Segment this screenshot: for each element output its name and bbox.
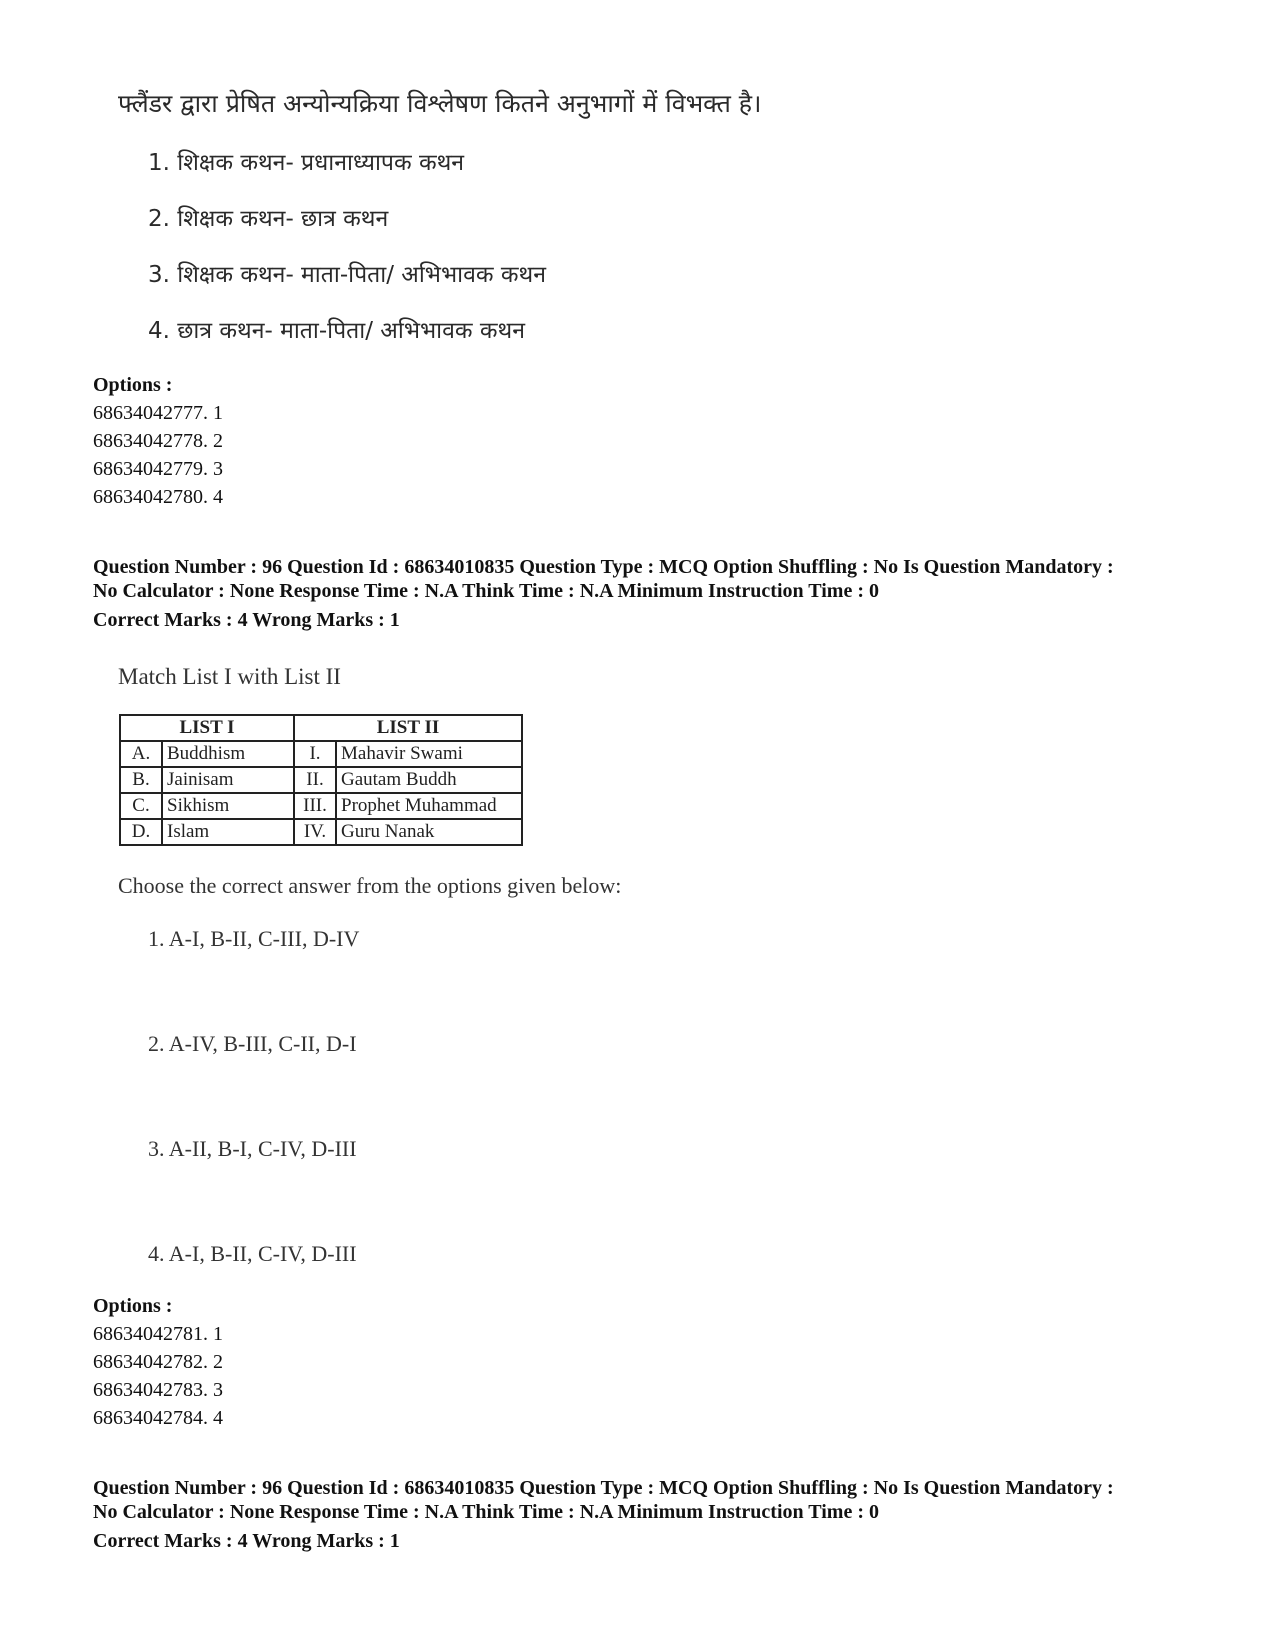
- answer-choice: 4. A-I, B-II, C-IV, D-III: [148, 1241, 357, 1266]
- table-row: [120, 819, 522, 845]
- question-text: Match List I with List II: [118, 664, 341, 689]
- match-table: [119, 714, 523, 846]
- option-item: 68634042784. 4: [93, 1407, 223, 1429]
- list-2-value: Guru Nanak: [336, 819, 522, 845]
- list-1-value: Islam: [162, 819, 294, 845]
- options-label: Options :: [93, 1295, 173, 1317]
- option-item: 68634042782. 2: [93, 1351, 223, 1373]
- list-2-key: I.: [294, 741, 336, 767]
- answer-choice: 1. A-I, B-II, C-III, D-IV: [148, 926, 360, 951]
- list-1-value: Sikhism: [162, 793, 294, 819]
- answer-choice: 2. A-IV, B-III, C-II, D-I: [148, 1031, 357, 1056]
- question-meta-line: No Calculator : None Response Time : N.A Think Time : N.A Minimum Instruction Time : 0: [93, 580, 879, 602]
- list-2-key: IV.: [294, 819, 336, 845]
- list-2-key: III.: [294, 793, 336, 819]
- list-2-value: Gautam Buddh: [336, 767, 522, 793]
- list-2-key: II.: [294, 767, 336, 793]
- statement-item: 3. शिक्षक कथन- माता-पिता/ अभिभावक कथन: [148, 262, 546, 288]
- option-item: 68634042781. 1: [93, 1323, 223, 1345]
- question-meta-line: Question Number : 96 Question Id : 68634010835 Question Type : MCQ Option Shuffling : No Is Question Mandatory :: [93, 556, 1114, 578]
- list-2-value: Prophet Muhammad: [336, 793, 522, 819]
- question-meta-line: No Calculator : None Response Time : N.A Think Time : N.A Minimum Instruction Time : 0: [93, 1501, 879, 1523]
- instruction-text: Choose the correct answer from the options given below:: [118, 873, 622, 898]
- table-row: [120, 741, 522, 767]
- statement-item: 2. शिक्षक कथन- छात्र कथन: [148, 206, 389, 232]
- marks-info: Correct Marks : 4 Wrong Marks : 1: [93, 1530, 400, 1552]
- statement-item: 1. शिक्षक कथन- प्रधानाध्यापक कथन: [148, 150, 465, 176]
- question-meta-line: Question Number : 96 Question Id : 68634010835 Question Type : MCQ Option Shuffling : No Is Question Mandatory :: [93, 1477, 1114, 1499]
- list-2-header: LIST II: [294, 715, 522, 741]
- list-1-key: B.: [120, 767, 162, 793]
- list-1-key: A.: [120, 741, 162, 767]
- list-1-value: Jainisam: [162, 767, 294, 793]
- list-1-key: C.: [120, 793, 162, 819]
- list-2-value: Mahavir Swami: [336, 741, 522, 767]
- table-row: [120, 767, 522, 793]
- table-header-row: [120, 715, 522, 741]
- marks-info: Correct Marks : 4 Wrong Marks : 1: [93, 609, 400, 631]
- statement-item: 4. छात्र कथन- माता-पिता/ अभिभावक कथन: [148, 318, 526, 344]
- option-item: 68634042779. 3: [93, 458, 223, 480]
- option-item: 68634042778. 2: [93, 430, 223, 452]
- options-label: Options :: [93, 374, 173, 396]
- option-item: 68634042780. 4: [93, 486, 223, 508]
- table-row: [120, 793, 522, 819]
- question-text: फ्लैंडर द्वारा प्रेषित अन्योन्यक्रिया विश्लेषण कितने अनुभागों में विभक्त है।: [118, 89, 762, 118]
- option-item: 68634042783. 3: [93, 1379, 223, 1401]
- list-1-key: D.: [120, 819, 162, 845]
- list-1-value: Buddhism: [162, 741, 294, 767]
- option-item: 68634042777. 1: [93, 402, 223, 424]
- list-1-header: LIST I: [120, 715, 294, 741]
- answer-choice: 3. A-II, B-I, C-IV, D-III: [148, 1136, 357, 1161]
